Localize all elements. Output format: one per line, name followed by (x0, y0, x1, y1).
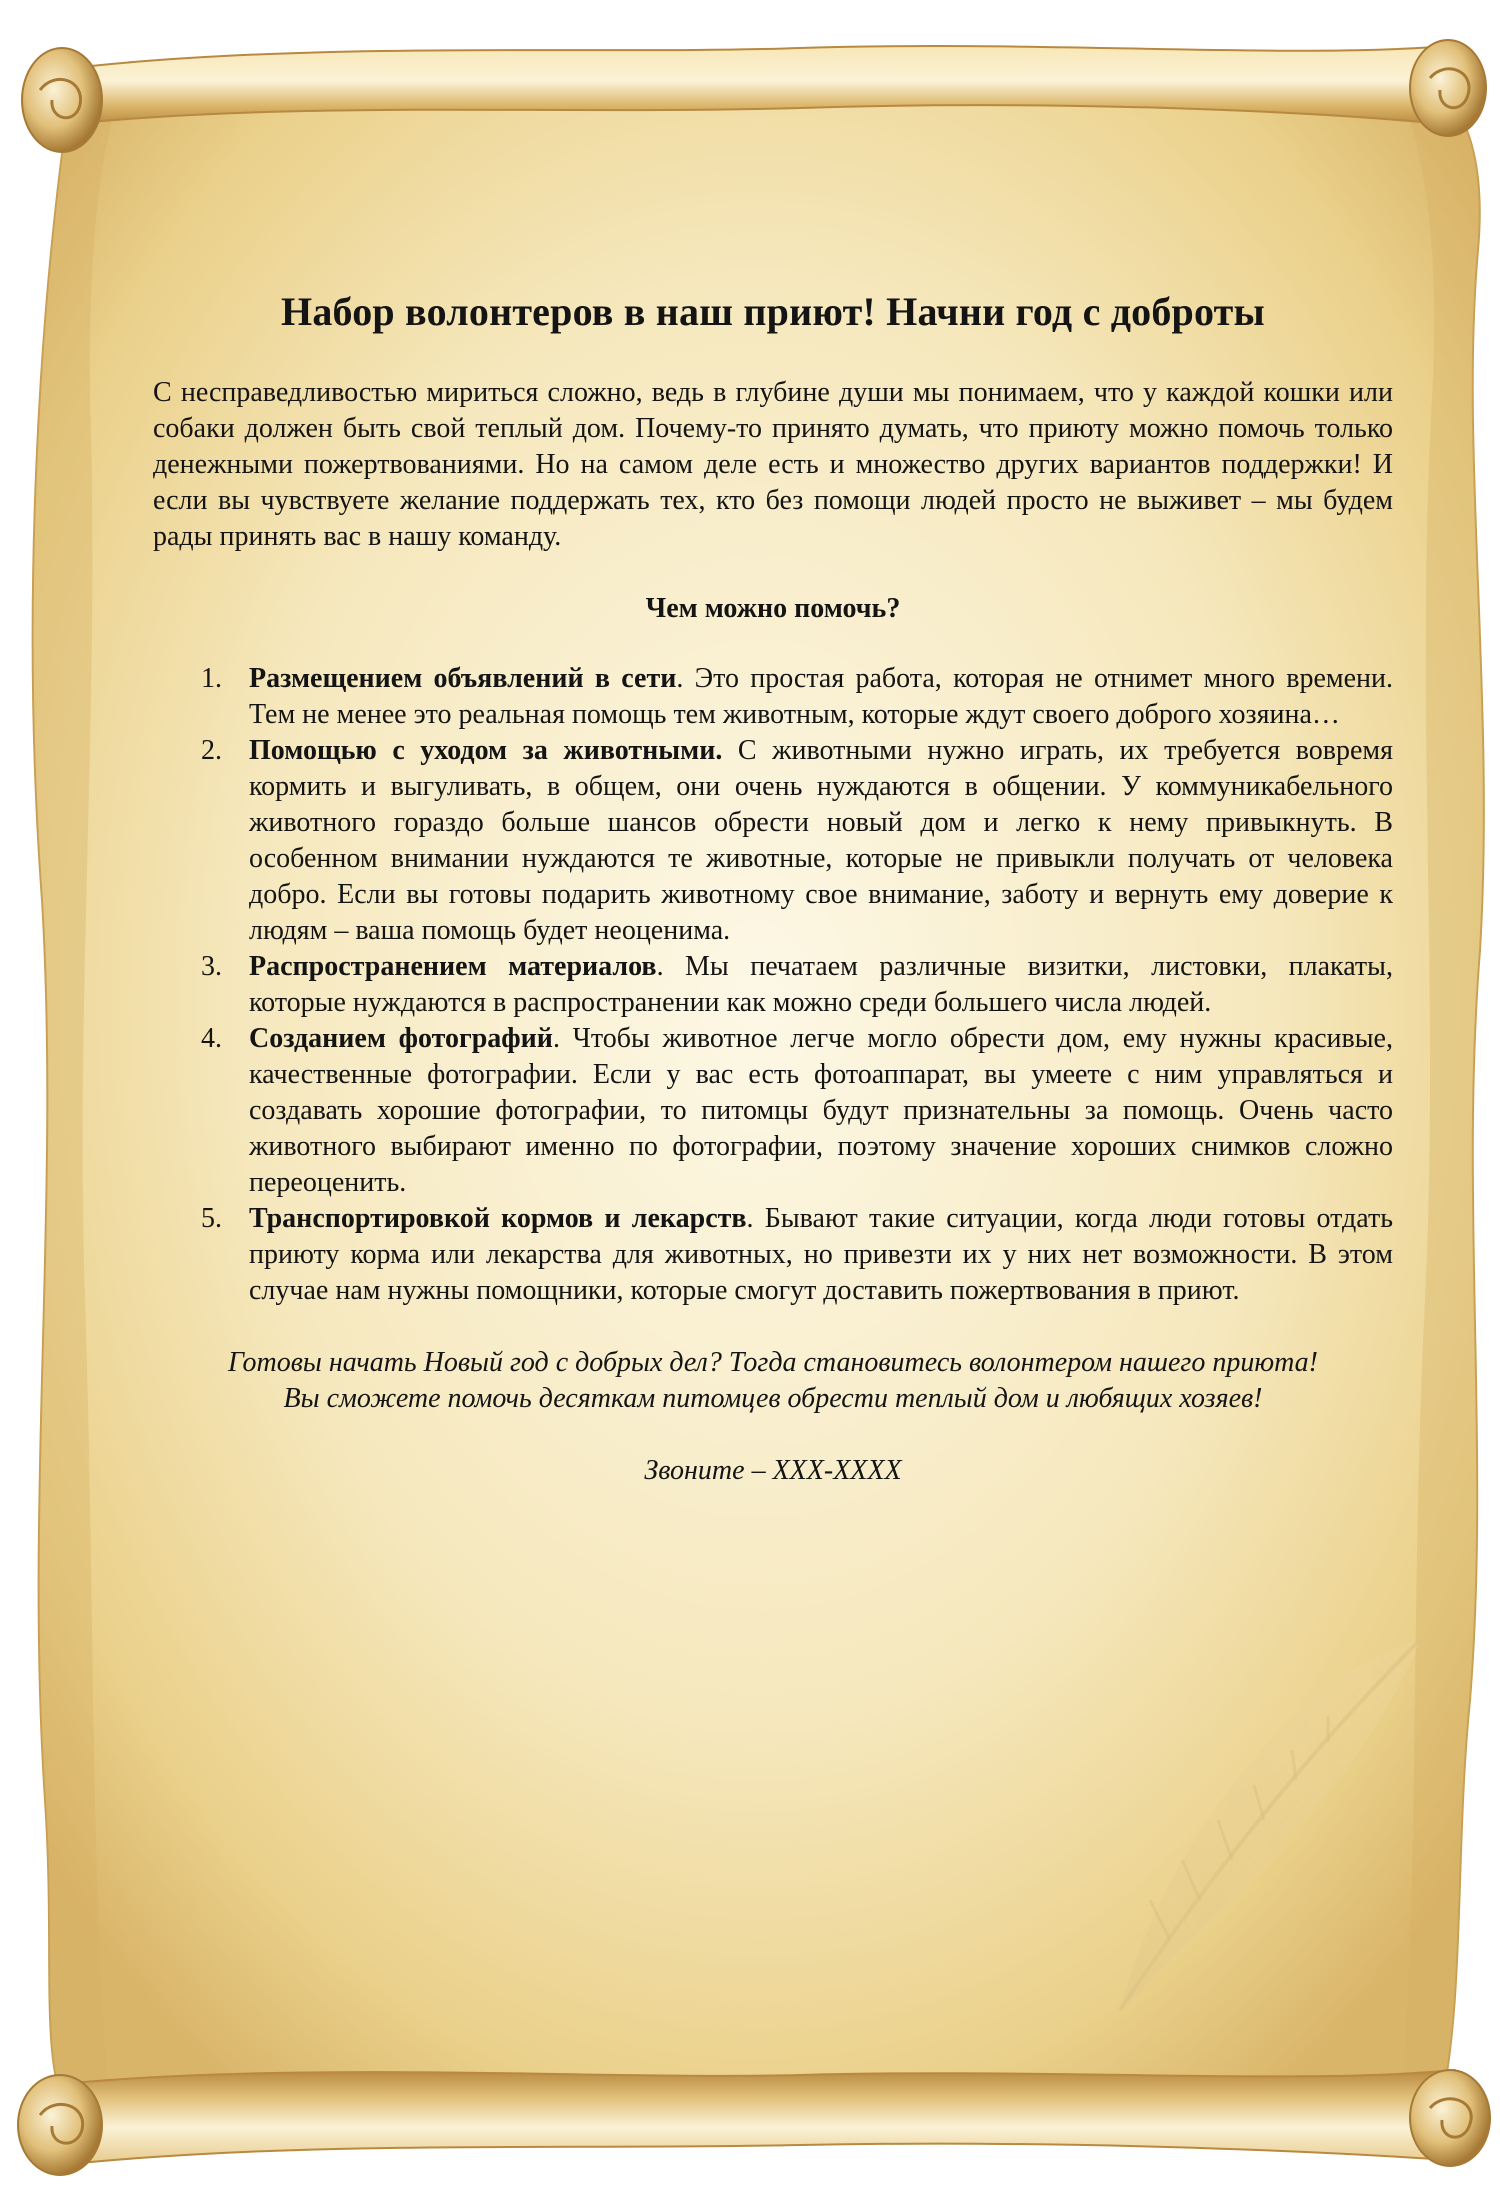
document-content (153, 268, 1393, 1489)
bottom-left-curl (18, 2075, 102, 2175)
list-item-text: . Чтобы животное легче могло обрести дом, ему нужны красивые, качественные фотографии. Если у вас есть фотоаппарат, вы умеете с ним управляться и создавать хорошие фотографии, то питомцы будут признательны за помощь. Очень часто животного выбирают именно по фотографии, поэтому значение хороших снимков сложно переоценить. (249, 1023, 1393, 1198)
closing-paragraph: Готовы начать Новый год с добрых дел? Тогда становитесь волонтером нашего приюта! Вы сможете помочь десяткам питомцев обрести теплый дом и любящих хозяев! (228, 1347, 1318, 1414)
top-left-curl (22, 48, 102, 152)
list-item (153, 733, 1393, 949)
list-item-heading: Размещением объявлений в сети (249, 663, 677, 694)
section-heading: Чем можно помочь? (645, 593, 901, 624)
help-list (153, 661, 1393, 1309)
list-item-text: . Бывают такие ситуации, когда люди готовы отдать приюту корма или лекарства для животных, но привезти их у них нет возможности. В этом случае нам нужны помощники, которые смогут доставить пожертвования в приют. (249, 1203, 1394, 1306)
list-item-number: 5. (201, 1203, 222, 1234)
list-item (153, 1021, 1393, 1201)
list-item (153, 661, 1393, 733)
list-item (153, 1201, 1393, 1309)
list-item-number: 3. (201, 951, 222, 982)
list-item-number: 1. (201, 663, 222, 694)
contact-line: Звоните – XXX-XXXX (644, 1455, 902, 1486)
intro-paragraph: С несправедливостью мириться сложно, ведь в глубине души мы понимаем, что у каждой кошки или собаки должен быть свой теплый дом. Почему-то принято думать, что приюту можно помочь только денежными пожертвованиями. Но на самом деле есть и множество других вариантов поддержки! И если вы чувствуете желание поддержать тех, кто без помощи людей просто не выживет – мы будем рады принять вас в нашу команду. (153, 377, 1393, 552)
list-item-text: С животными нужно играть, их требуется вовремя кормить и выгуливать, в общем, они очень нуждаются в общении. У коммуникабельного животного гораздо больше шансов обрести новый дом и легко к нему привыкнуть. В особенном внимании нуждаются те животные, которые не привыкли получать от человека добро. Если вы готовы подарить животному свое внимание, заботу и вернуть ему доверие к людям – ваша помощь будет неоценима. (249, 735, 1393, 946)
list-item (153, 949, 1393, 1021)
page-title: Набор волонтеров в наш приют! Начни год с доброты (281, 289, 1265, 334)
bottom-roll (38, 2070, 1473, 2165)
bottom-right-curl (1410, 2070, 1490, 2166)
list-item-number: 2. (201, 735, 222, 766)
top-right-curl (1410, 40, 1486, 136)
list-item-number: 4. (201, 1023, 222, 1054)
list-item-text: . Это простая работа, которая не отнимет много времени. Тем не менее это реальная помощь тем животным, которые ждут своего доброго хозяина… (249, 663, 1394, 730)
list-item-text: . Мы печатаем различные визитки, листовки, плакаты, которые нуждаются в распространении как можно среди большего числа людей. (249, 951, 1393, 1018)
list-item-heading: Созданием фотографий (249, 1023, 553, 1054)
list-item-heading: Распространением материалов (249, 951, 657, 982)
list-item-heading: Транспортировкой кормов и лекарств (249, 1203, 747, 1234)
list-item-heading: Помощью с уходом за животными. (249, 735, 723, 766)
